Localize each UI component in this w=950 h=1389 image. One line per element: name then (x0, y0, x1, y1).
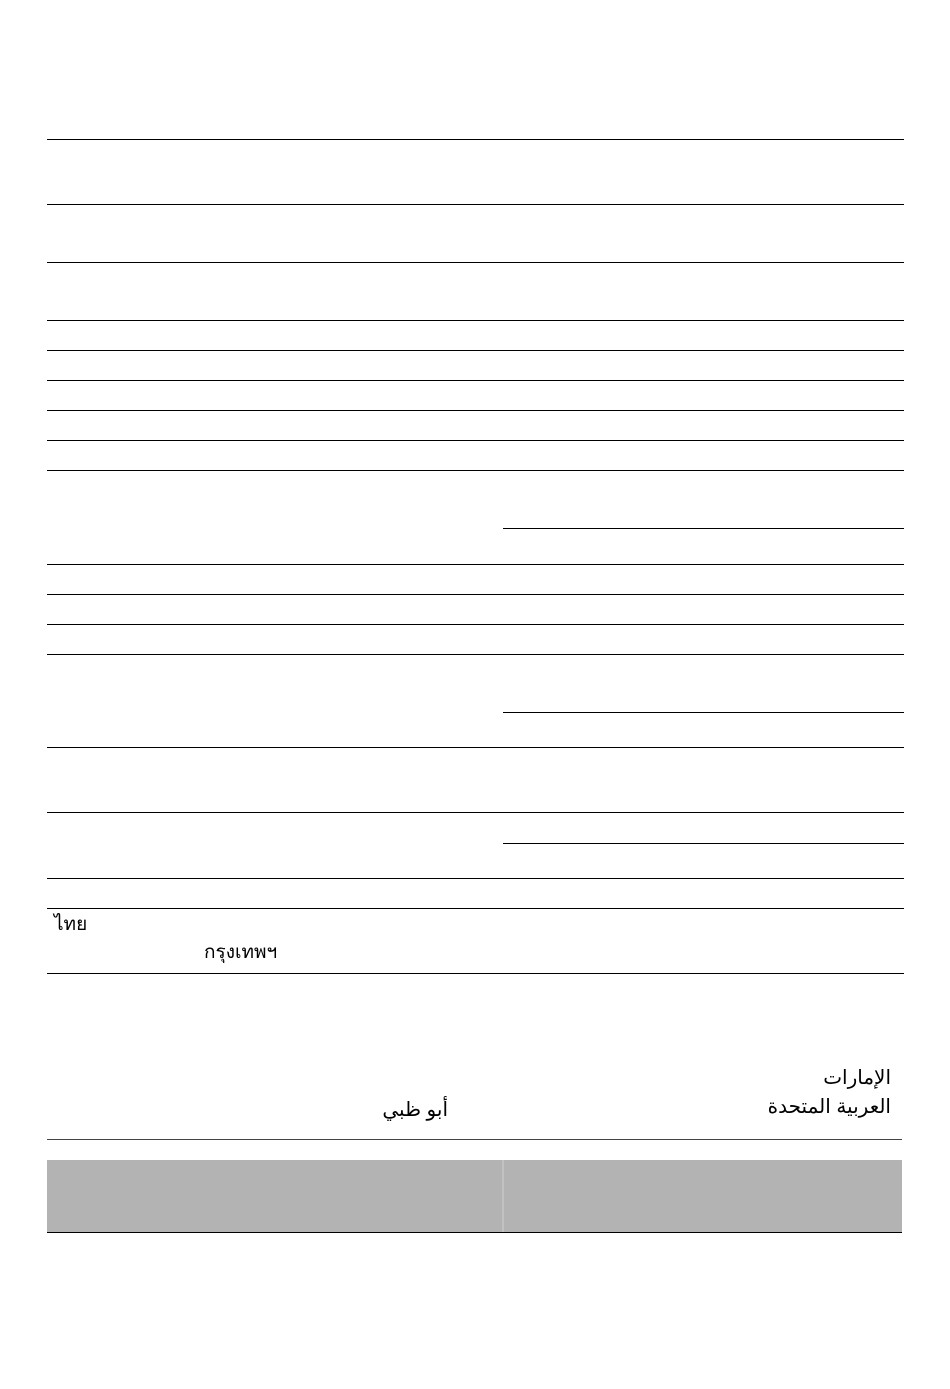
row-divider (47, 350, 904, 351)
row-divider (47, 747, 904, 748)
row-divider (47, 564, 904, 565)
band-column-divider (502, 1160, 504, 1232)
grey-header-band (47, 1160, 902, 1232)
row-divider (47, 624, 904, 625)
row-divider (47, 380, 904, 381)
row-divider (47, 139, 904, 140)
row-divider (47, 470, 904, 471)
section-divider (47, 1139, 902, 1140)
row-divider (47, 440, 904, 441)
row-divider (47, 908, 904, 909)
row-divider (47, 973, 904, 974)
sub-row-divider (503, 528, 904, 529)
uae-city-label: أبو ظبي (382, 1099, 448, 1121)
row-divider (47, 410, 904, 411)
thai-city-label: กรุงเทพฯ (204, 942, 278, 963)
thai-country-label: ไทย (54, 914, 88, 935)
row-divider (47, 812, 904, 813)
sub-row-divider (503, 843, 904, 844)
row-divider (47, 594, 904, 595)
uae-country-line1: الإمارات (823, 1067, 891, 1089)
bottom-rule (47, 1232, 902, 1233)
sub-row-divider (503, 712, 904, 713)
uae-country-line2: العربية المتحدة (767, 1096, 891, 1118)
row-divider (47, 320, 904, 321)
row-divider (47, 878, 904, 879)
row-divider (47, 262, 904, 263)
row-divider (47, 654, 904, 655)
row-divider (47, 204, 904, 205)
